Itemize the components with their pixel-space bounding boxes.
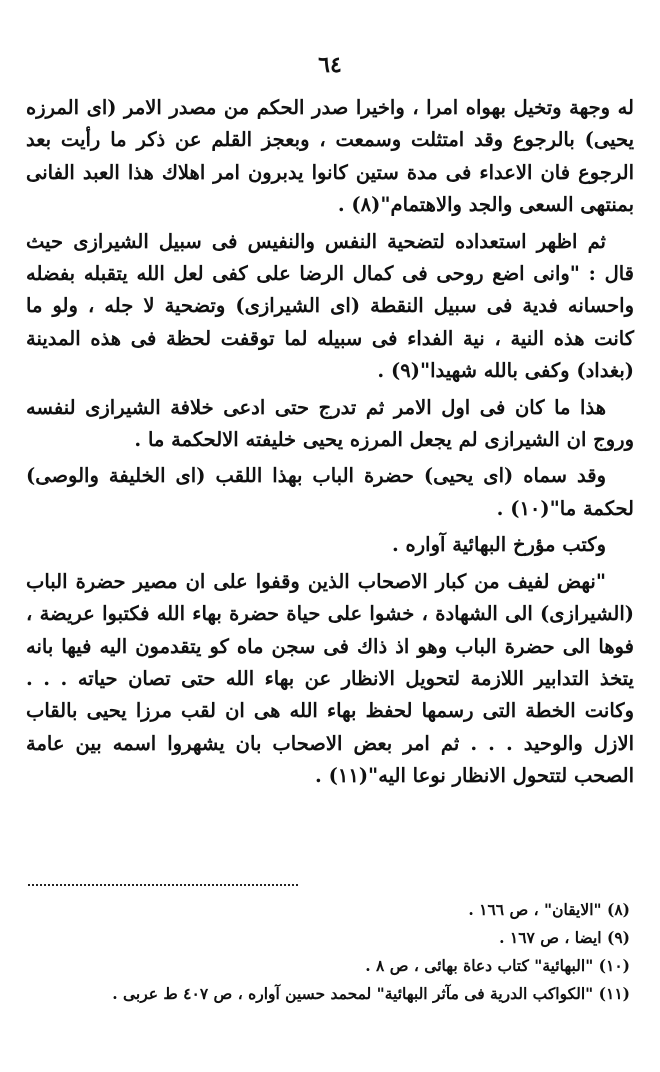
main-text [26, 92, 634, 797]
paragraph-6: "نهض لفيف من كبار الاصحاب الذين وقفوا على ان مصير حضرة الباب (الشيرازى) الى الشهادة ، خشوا على حياة حضرة بهاء الله فكتبوا عريضة ، فوها الى حضرة الباب وهو اذ ذاك فى سجن ماه كو يتقدمون اليه فيها بانه يتخذ التدابير اللازمة لتحويل الانظار عن بهاء الله حتى تصان حياته . . . وكانت الخطة التى رسمها لحفظ بهاء الله هى ان لقب مرزا يحيى بالقاب الازل والوحيد . . . ثم امر بعض الاصحاب بان يشهروا اسمه بين عامة الصحب لتتحول الانظار نوعا اليه"(١١) . [26, 569, 634, 788]
paragraph-5: وكتب مؤرخ البهائية آواره . [391, 533, 606, 557]
footnote-11: (١١) "الكواكب الدرية فى مآثر البهائية" لمحمد حسين آواره ، ص ٤٠٧ ط عربى . [112, 984, 630, 1003]
page-number: ٦٤ [318, 52, 342, 78]
footnotes [30, 896, 630, 1008]
paragraph-3: هذا ما كان فى اول الامر ثم تدرج حتى ادعى خلافة الشيرازى لنفسه وروج ان الشيرازى لم يجعل المرزه يحيى خليفته الالحكمة ما . [26, 395, 634, 452]
footnote-separator [28, 884, 298, 886]
footnote-9: (٩) ايضا ، ص ١٦٧ . [499, 928, 630, 947]
paragraph-4: وقد سماه (اى يحيى) حضرة الباب بهذا اللقب (اى الخليفة والوصى) لحكمة ما"(١٠) . [26, 464, 634, 520]
paragraph-2: ثم اظهر استعداده لتضحية النفس والنفيس فى سبيل الشيرازى حيث قال : "وانى اضع روحى فى كمال الرضا على كفى لعل الله يتقبله بفضله واحسانه فدية فى سبيل النقطة (اى الشيرازى) وتضحية لا جله ، ولو ما كانت هذه النية ، نية الفداء فى سبيله لما توقفت لحظة فى هذه المدينة (بغداد) وكفى بالله شهيدا"(٩) . [26, 229, 634, 383]
footnote-10: (١٠) "البهائية" كتاب دعاة بهائى ، ص ٨ . [365, 956, 630, 975]
paragraph-1: له وجهة وتخيل بهواه امرا ، واخيرا صدر الحكم من مصدر الامر (اى المرزه يحيى) بالرجوع وقد امتثلت وسمعت ، وبعجز القلم عن ذكر ما رأيت بعد الرجوع فان الاعداء فى مدة ستين كانوا يدبرون امر اهلاك هذا العبد الفانى بمنتهى السعى والجد والاهتمام"(٨) . [26, 96, 634, 217]
footnote-8: (٨) "الايقان" ، ص ١٦٦ . [468, 900, 630, 919]
